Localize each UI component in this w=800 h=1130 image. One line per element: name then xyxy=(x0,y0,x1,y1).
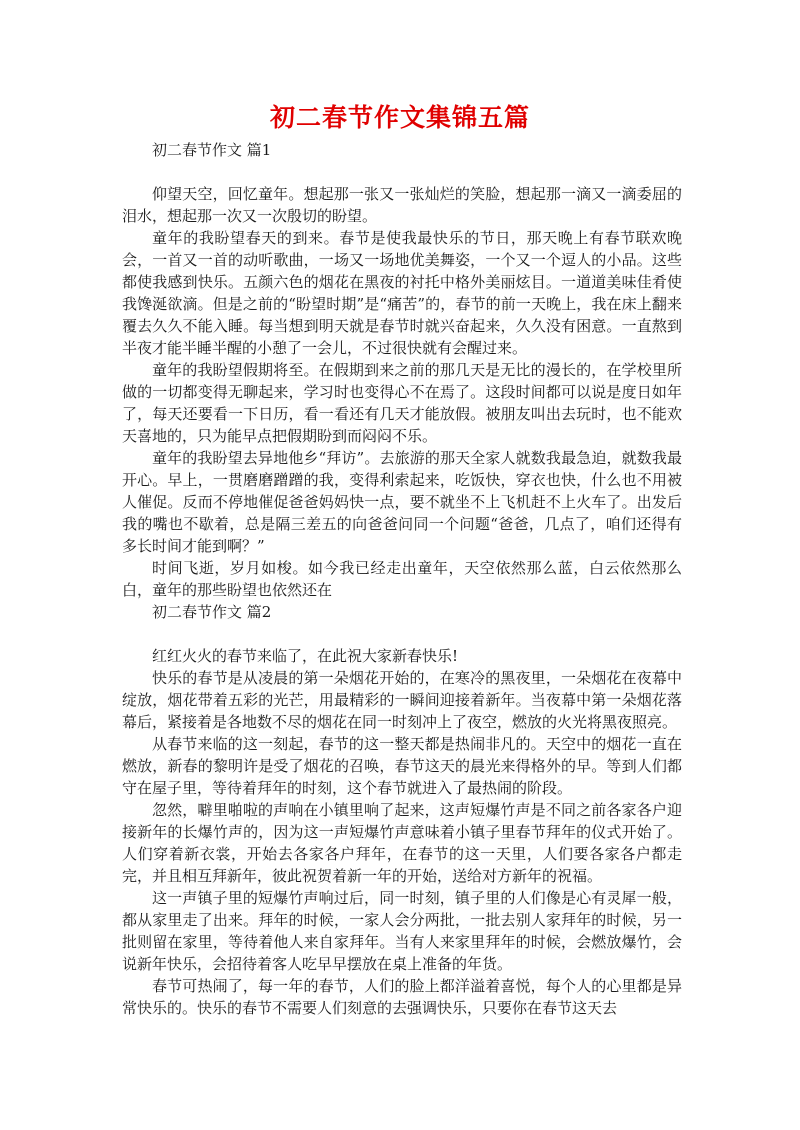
section-heading: 初二春节作文 篇1 xyxy=(152,141,272,159)
paragraph: 从春节来临的这一刻起，春节的这一整天都是热闹非凡的。天空中的烟花一直在燃放，新春的黎明许是受了烟花的召唤，春节这天的晨光来得格外的早。等到人们都守在屋子里，等待着拜年的时刻，这个春节就进入了最热闹的阶段。 xyxy=(122,735,682,797)
blank-line xyxy=(122,623,682,645)
section-heading: 初二春节作文 篇2 xyxy=(152,603,272,621)
paragraph: 红红火火的春节来临了，在此祝大家新春快乐! xyxy=(152,647,459,665)
paragraph: 春节可热闹了，每一年的春节，人们的脸上都洋溢着喜悦，每个人的心里都是异常快乐的。快乐的春节不需要人们刻意的去强调快乐，只要你在春节这天去 xyxy=(122,977,682,1017)
paragraph: 仰望天空，回忆童年。想起那一张又一张灿烂的笑脸，想起那一滴又一滴委屈的泪水，想起那一次又一次殷切的盼望。 xyxy=(122,185,682,225)
paragraph: 时间飞逝，岁月如梭。如今我已经走出童年，天空依然那么蓝，白云依然那么白，童年的那些盼望也依然还在 xyxy=(122,559,682,599)
paragraph: 忽然，噼里啪啦的声响在小镇里响了起来，这声短爆竹声是不同之前各家各户迎接新年的长爆竹声的，因为这一声短爆竹声意味着小镇子里春节拜年的仪式开始了。人们穿着新衣裳，开始去各家各户拜年，在春节的这一天里，人们要各家各户都走完，并且相互拜新年，彼此祝贺着新一年的开始，送给对方新年的祝福。 xyxy=(122,801,682,885)
document-title: 初二春节作文集锦五篇 xyxy=(269,103,530,132)
paragraph: 童年的我盼望假期将至。在假期到来之前的那几天是无比的漫长的，在学校里所做的一切都变得无聊起来，学习时也变得心不在焉了。这段时间都可以说是度日如年了，每天还要看一下日历，看一看还有几天才能放假。被朋友叫出去玩时，也不能欢天喜地的，只为能早点把假期盼到而闷闷不乐。 xyxy=(122,361,682,445)
paragraph: 童年的我盼望春天的到来。春节是使我最快乐的节日，那天晚上有春节联欢晚会，一首又一首的动听歌曲，一场又一场地优美舞姿，一个又一个逗人的小品。这些都使我感到快乐。五颜六色的烟花在黑夜的衬托中格外美丽炫目。一道道美味佳肴使我馋涎欲滴。但是之前的“盼望时期”是“痛苦”的，春节的前一天晚上，我在床上翻来覆去久久不能入睡。每当想到明天就是春节时就兴奋起来，久久没有困意。一直熬到半夜才能半睡半醒的小憩了一会儿，不过很快就有会醒过来。 xyxy=(122,229,682,357)
document-body xyxy=(122,139,682,1019)
paragraph: 这一声镇子里的短爆竹声响过后，同一时刻，镇子里的人们像是心有灵犀一般，都从家里走了出来。拜年的时候，一家人会分两批，一批去别人家拜年的时候，另一批则留在家里，等待着他人来自家拜年。当有人来家里拜年的时候，会燃放爆竹，会说新年快乐，会招待着客人吃早早摆放在桌上准备的年货。 xyxy=(122,889,682,973)
paragraph: 快乐的春节是从凌晨的第一朵烟花开始的，在寒冷的黑夜里，一朵烟花在夜幕中绽放，烟花带着五彩的光芒，用最精彩的一瞬间迎接着新年。当夜幕中第一朵烟花落幕后，紧接着是各地数不尽的烟花在同一时刻冲上了夜空，燃放的火光将黑夜照亮。 xyxy=(122,669,682,731)
paragraph: 童年的我盼望去异地他乡“拜访”。去旅游的那天全家人就数我最急迫，就数我最开心。早上，一贯磨磨蹭蹭的我，变得利索起来，吃饭快，穿衣也快，什么也不用被人催促。反而不停地催促爸爸妈妈快一点，要不就坐不上飞机赶不上火车了。出发后我的嘴也不歇着，总是隔三差五的向爸爸问同一个问题“爸爸，几点了，咱们还得有多长时间才能到啊？” xyxy=(122,449,682,555)
blank-line xyxy=(122,161,682,183)
